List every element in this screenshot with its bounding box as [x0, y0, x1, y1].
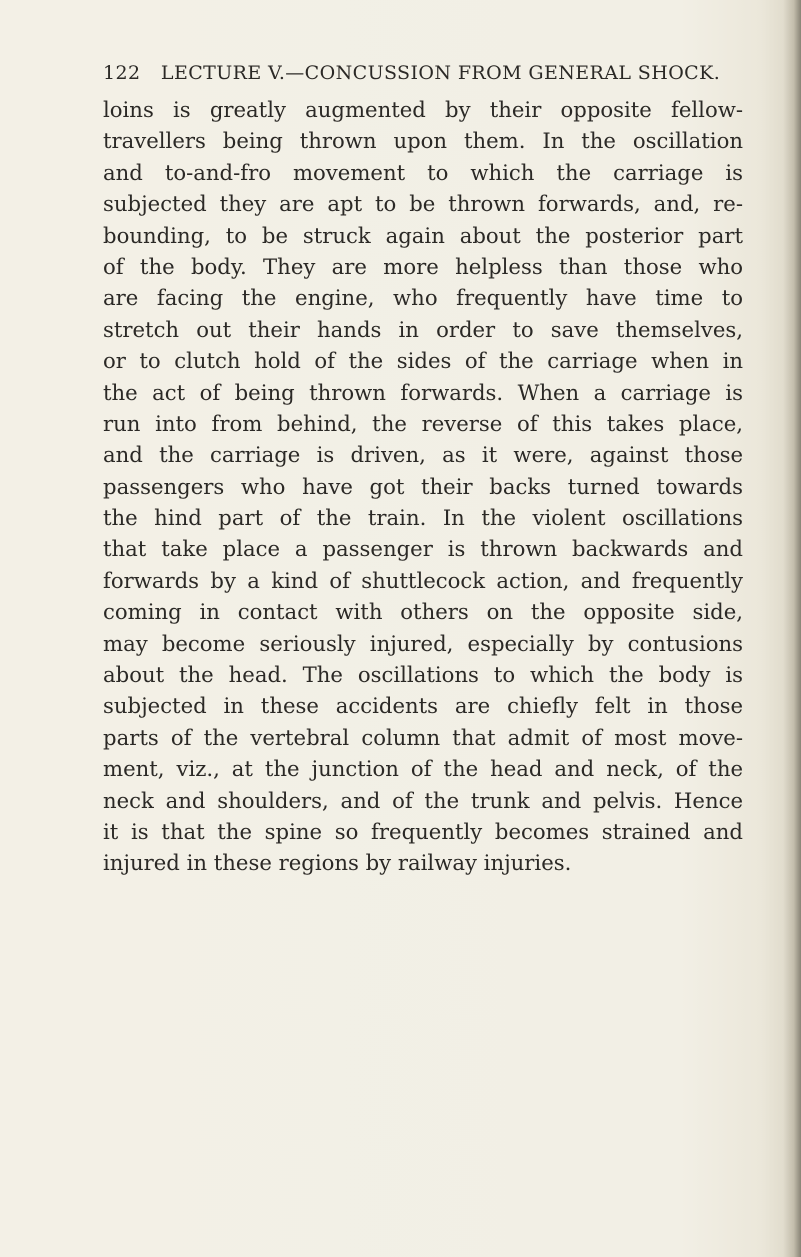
text-line: run into from behind, the reverse of this takes place, — [103, 410, 743, 436]
text-line: are facing the engine, who frequently have time to — [103, 285, 743, 311]
text-line: and the carriage is driven, as it were, against those — [103, 442, 743, 468]
text-line: subjected they are apt to be thrown forwards, and, re- — [103, 191, 743, 217]
text-line: forwards by a kind of shuttlecock action, and frequently — [103, 567, 743, 593]
running-title: LECTURE V.—CONCUSSION FROM GENERAL SHOCK. — [160, 62, 721, 84]
text-line: bounding, to be struck again about the posterior part — [103, 222, 743, 248]
body-paragraph — [103, 94, 743, 879]
text-line: that take place a passenger is thrown backwards and — [103, 536, 743, 562]
text-line: or to clutch hold of the sides of the carriage when in — [103, 348, 743, 374]
page-number: 122 — [103, 62, 141, 84]
page-edge-shadow — [783, 0, 801, 1257]
text-line: the act of being thrown forwards. When a carriage is — [103, 379, 743, 405]
text-line: passengers who have got their backs turned towards — [103, 473, 743, 499]
text-line: and to-and-fro movement to which the carriage is — [103, 159, 743, 185]
text-line: about the head. The oscillations to which the body is — [103, 662, 743, 688]
text-line-last: injured in these regions by railway injuries. — [103, 850, 572, 876]
running-head — [103, 58, 723, 88]
text-line: parts of the vertebral column that admit of most move- — [103, 724, 743, 750]
text-line: neck and shoulders, and of the trunk and pelvis. Hence — [103, 787, 743, 813]
text-line: of the body. They are more helpless than those who — [103, 253, 743, 279]
text-line: may become seriously injured, especially by contusions — [103, 630, 743, 656]
text-line: coming in contact with others on the opposite side, — [103, 599, 743, 625]
text-line: it is that the spine so frequently becomes strained and — [103, 818, 743, 844]
text-line: stretch out their hands in order to save themselves, — [103, 316, 743, 342]
text-line: travellers being thrown upon them. In the oscillation — [103, 128, 743, 154]
text-line: subjected in these accidents are chiefly felt in those — [103, 693, 743, 719]
text-line: loins is greatly augmented by their opposite fellow- — [103, 97, 743, 122]
text-line: ment, viz., at the junction of the head and neck, of the — [103, 756, 743, 782]
text-line: the hind part of the train. In the violent oscillations — [103, 505, 743, 531]
